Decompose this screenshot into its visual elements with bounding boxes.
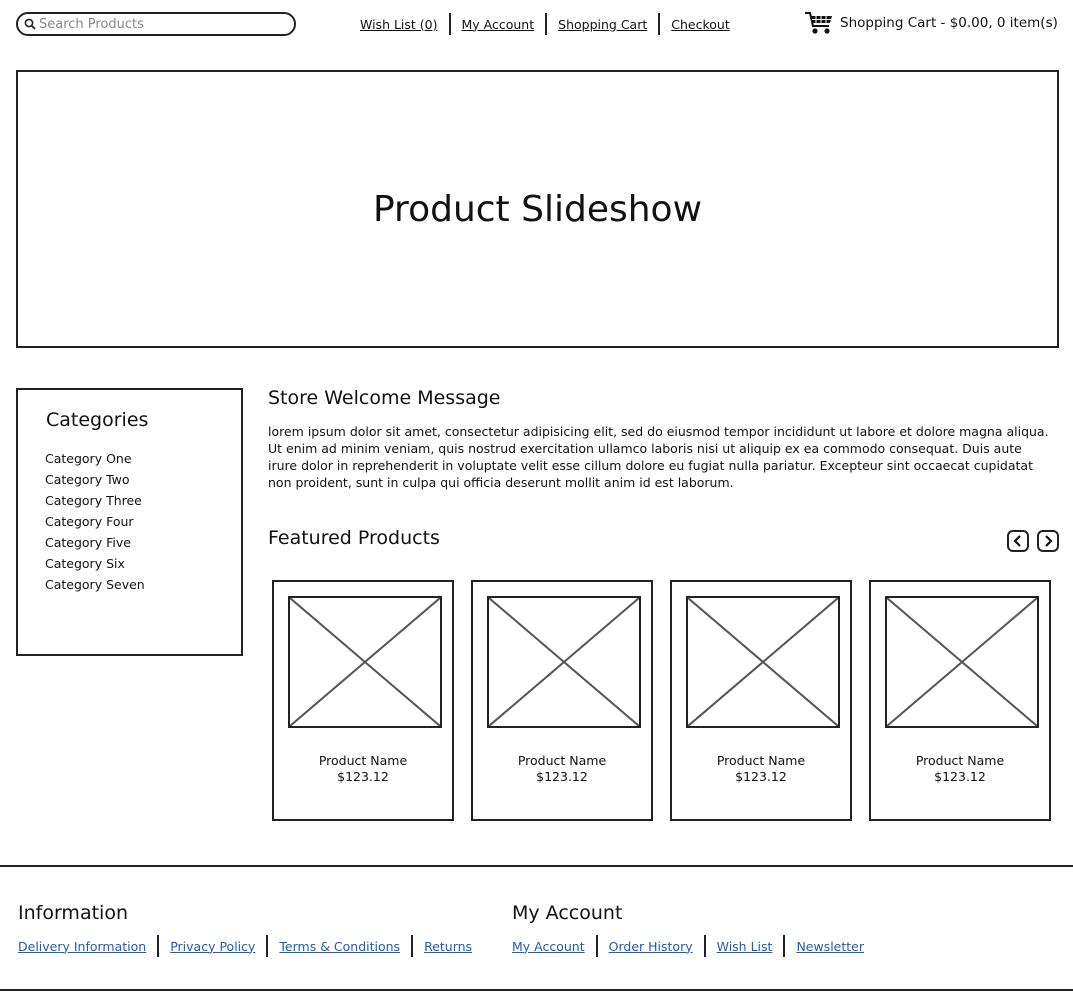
- search-icon: [24, 18, 36, 30]
- category-item[interactable]: Category Six: [45, 556, 125, 571]
- categories-list: [45, 451, 145, 598]
- footer-account-links: [512, 935, 864, 957]
- footer-link-wish-list[interactable]: Wish List: [716, 938, 773, 954]
- slideshow-title: Product Slideshow: [372, 188, 703, 230]
- category-item[interactable]: Category Two: [45, 472, 130, 487]
- footer-link-order-history[interactable]: Order History: [608, 938, 693, 954]
- nav-wishlist-link[interactable]: Wish List (0): [360, 16, 438, 32]
- product-image-placeholder: [885, 596, 1039, 728]
- chevron-right-icon: [1043, 535, 1053, 547]
- product-name: Product Name: [517, 753, 607, 768]
- category-item[interactable]: Category Three: [45, 493, 142, 508]
- product-card[interactable]: [272, 580, 454, 821]
- nav-account-link[interactable]: My Account: [461, 16, 535, 32]
- product-image-placeholder: [487, 596, 641, 728]
- link-divider: [596, 935, 598, 957]
- cart-summary-text: Shopping Cart - $0.00, 0 item(s): [840, 15, 1058, 31]
- category-item[interactable]: Category One: [45, 451, 132, 466]
- footer-divider-bottom: [0, 989, 1073, 991]
- product-card[interactable]: [471, 580, 653, 821]
- top-nav: [352, 13, 730, 35]
- product-image-placeholder: [686, 596, 840, 728]
- footer-link-delivery[interactable]: Delivery Information: [18, 938, 147, 954]
- nav-checkout-link[interactable]: Checkout: [671, 16, 730, 32]
- footer-link-my-account[interactable]: My Account: [512, 938, 585, 954]
- product-price: $123.12: [536, 769, 588, 784]
- link-divider: [704, 935, 706, 957]
- shopping-cart-icon: [804, 10, 834, 36]
- nav-divider: [658, 13, 660, 35]
- footer-link-terms[interactable]: Terms & Conditions: [279, 938, 401, 954]
- nav-divider: [449, 13, 451, 35]
- category-item[interactable]: Category Four: [45, 514, 134, 529]
- search-box[interactable]: [16, 12, 296, 36]
- link-divider: [157, 935, 159, 957]
- category-item[interactable]: Category Seven: [45, 577, 145, 592]
- welcome-text: lorem ipsum dolor sit amet, consectetur adipisicing elit, sed do eiusmod tempor incididunt ut labore et dolore magna aliqua. Ut enim ad minim veniam, quis nostrud exercitation ullamco laboris nisi ut aliquip ex ea commodo consequat. Duis aute irure dolor in reprehenderit in voluptate velit esse cillum dolore eu fugiat nulla pariatur. Excepteur sint occaecat cupidatat non proident, sunt in culpa qui officia deserunt mollit anim id est laborum.: [268, 424, 1049, 490]
- carousel-prev-button[interactable]: [1007, 530, 1029, 552]
- nav-divider: [545, 13, 547, 35]
- featured-title: Featured Products: [268, 527, 440, 549]
- footer-link-newsletter[interactable]: Newsletter: [796, 938, 865, 954]
- categories-panel: [16, 388, 243, 656]
- search-input[interactable]: [36, 17, 279, 32]
- product-name: Product Name: [716, 753, 806, 768]
- product-card[interactable]: [869, 580, 1051, 821]
- nav-cart-link[interactable]: Shopping Cart: [558, 16, 648, 32]
- footer-information-title: Information: [18, 902, 128, 924]
- product-card[interactable]: [670, 580, 852, 821]
- footer-link-returns[interactable]: Returns: [424, 938, 473, 954]
- carousel-next-button[interactable]: [1037, 530, 1059, 552]
- product-slideshow[interactable]: [16, 70, 1059, 348]
- welcome-title: Store Welcome Message: [268, 387, 501, 409]
- link-divider: [266, 935, 268, 957]
- product-price: $123.12: [934, 769, 986, 784]
- chevron-left-icon: [1013, 535, 1023, 547]
- footer-information-links: [18, 935, 472, 957]
- product-image-placeholder: [288, 596, 442, 728]
- link-divider: [783, 935, 785, 957]
- footer-divider-top: [0, 865, 1073, 867]
- footer-account-title: My Account: [512, 902, 623, 924]
- product-name: Product Name: [318, 753, 408, 768]
- link-divider: [411, 935, 413, 957]
- categories-title: Categories: [46, 409, 149, 431]
- product-price: $123.12: [337, 769, 389, 784]
- category-item[interactable]: Category Five: [45, 535, 131, 550]
- product-name: Product Name: [915, 753, 1005, 768]
- footer-link-privacy[interactable]: Privacy Policy: [170, 938, 256, 954]
- product-price: $123.12: [735, 769, 787, 784]
- cart-summary[interactable]: [804, 10, 1058, 36]
